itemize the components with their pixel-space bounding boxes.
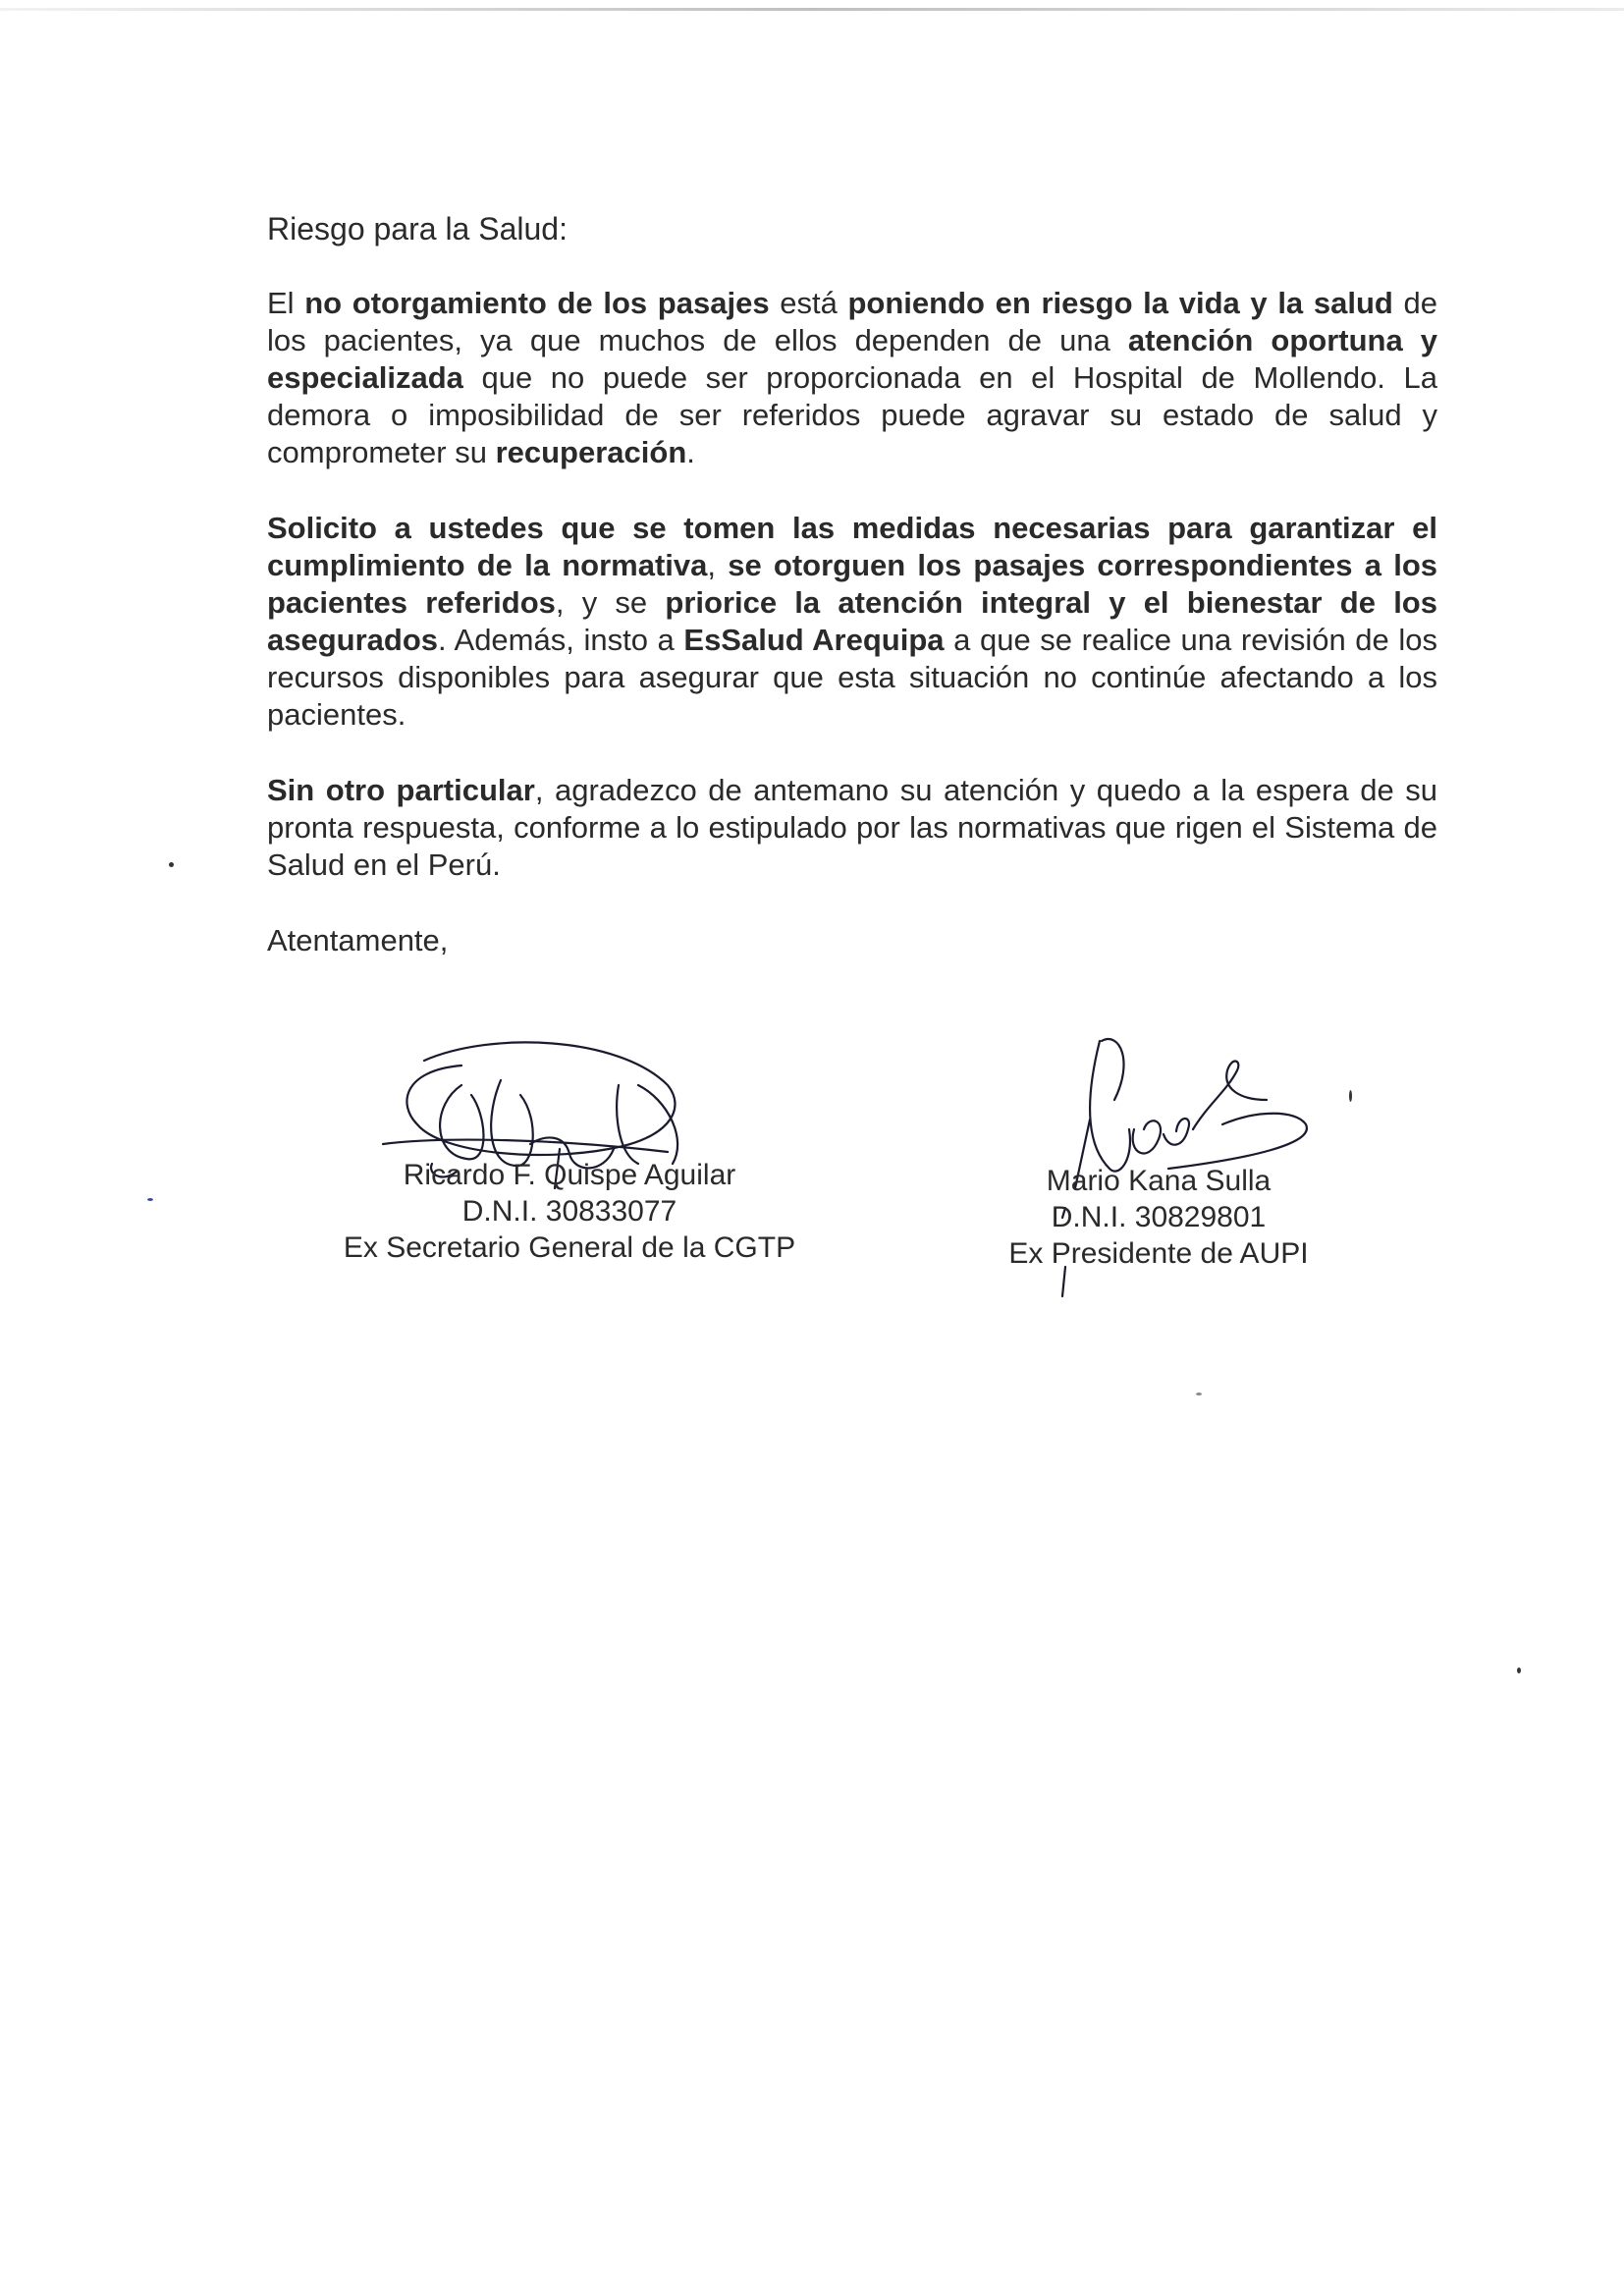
text-run: está bbox=[769, 286, 848, 320]
bold-text-run: no otorgamiento de los pasajes bbox=[304, 286, 770, 320]
text-run: a que se realice una revisión de los recursos disponibles para asegurar que esta situación no continúe afectando a los pacientes. bbox=[267, 623, 1437, 732]
paragraph-risk bbox=[267, 285, 1437, 471]
text-run: , agradezco de antemano su atención y quedo a la espera de su pronta respuesta, conforme a lo estipulado por las normativas que rigen el Sistema de Salud en el Perú. bbox=[267, 773, 1437, 882]
signatory-left bbox=[295, 1157, 844, 1266]
scan-speck bbox=[147, 1198, 153, 1201]
text-run: . bbox=[686, 435, 695, 469]
paragraph-request bbox=[267, 510, 1437, 734]
text-run: de los pacientes, ya que muchos de ellos dependen de una bbox=[267, 286, 1437, 357]
bold-text-run: poniendo en riesgo la vida y la salud bbox=[847, 286, 1393, 320]
scan-speck bbox=[1517, 1667, 1521, 1673]
signatory-right-title: Ex Presidente de AUPI bbox=[1008, 1237, 1309, 1270]
bold-text-run: se otorguen los pasajes correspondientes a los pacientes referidos bbox=[267, 548, 1437, 620]
text-run: , bbox=[707, 548, 729, 582]
closing-salutation: Atentamente, bbox=[267, 923, 449, 957]
bold-text-run: Sin otro particular bbox=[267, 773, 535, 807]
signatory-left-dni: D.N.I. 30833077 bbox=[461, 1195, 677, 1228]
bold-text-run: recuperación bbox=[495, 435, 687, 469]
text-run: . Además, insto a bbox=[438, 623, 684, 657]
signatory-right bbox=[943, 1163, 1375, 1272]
bold-text-run: priorice la atención integral y el bienestar de los asegurados bbox=[267, 585, 1437, 657]
signatory-right-name: Mario Kana Sulla bbox=[1046, 1165, 1272, 1197]
paragraph-farewell bbox=[267, 772, 1437, 884]
signatory-right-dni: D.N.I. 30829801 bbox=[1051, 1201, 1267, 1233]
text-run: , y se bbox=[555, 585, 666, 620]
text-run: que no puede ser proporcionada en el Hospital de Mollendo. La demora o imposibilidad de ser referidos puede agravar su estado de salud y comprometer su bbox=[267, 360, 1437, 469]
scan-speck bbox=[1196, 1393, 1202, 1395]
signatory-left-name: Ricardo F. Quispe Aguilar bbox=[403, 1159, 736, 1191]
scan-top-edge bbox=[0, 8, 1624, 11]
bold-text-run: atención oportuna y especializada bbox=[267, 323, 1437, 395]
bold-text-run: Solicito a ustedes que se tomen las medidas necesarias para garantizar el cumplimiento de la normativa bbox=[267, 511, 1437, 582]
section-heading: Riesgo para la Salud: bbox=[267, 211, 568, 246]
bold-text-run: EsSalud Arequipa bbox=[683, 623, 945, 657]
text-run: El bbox=[267, 286, 305, 320]
letter-body bbox=[267, 210, 1437, 959]
scan-speck bbox=[1349, 1090, 1352, 1102]
signatory-left-title: Ex Secretario General de la CGTP bbox=[343, 1231, 796, 1264]
scan-speck bbox=[169, 862, 174, 867]
